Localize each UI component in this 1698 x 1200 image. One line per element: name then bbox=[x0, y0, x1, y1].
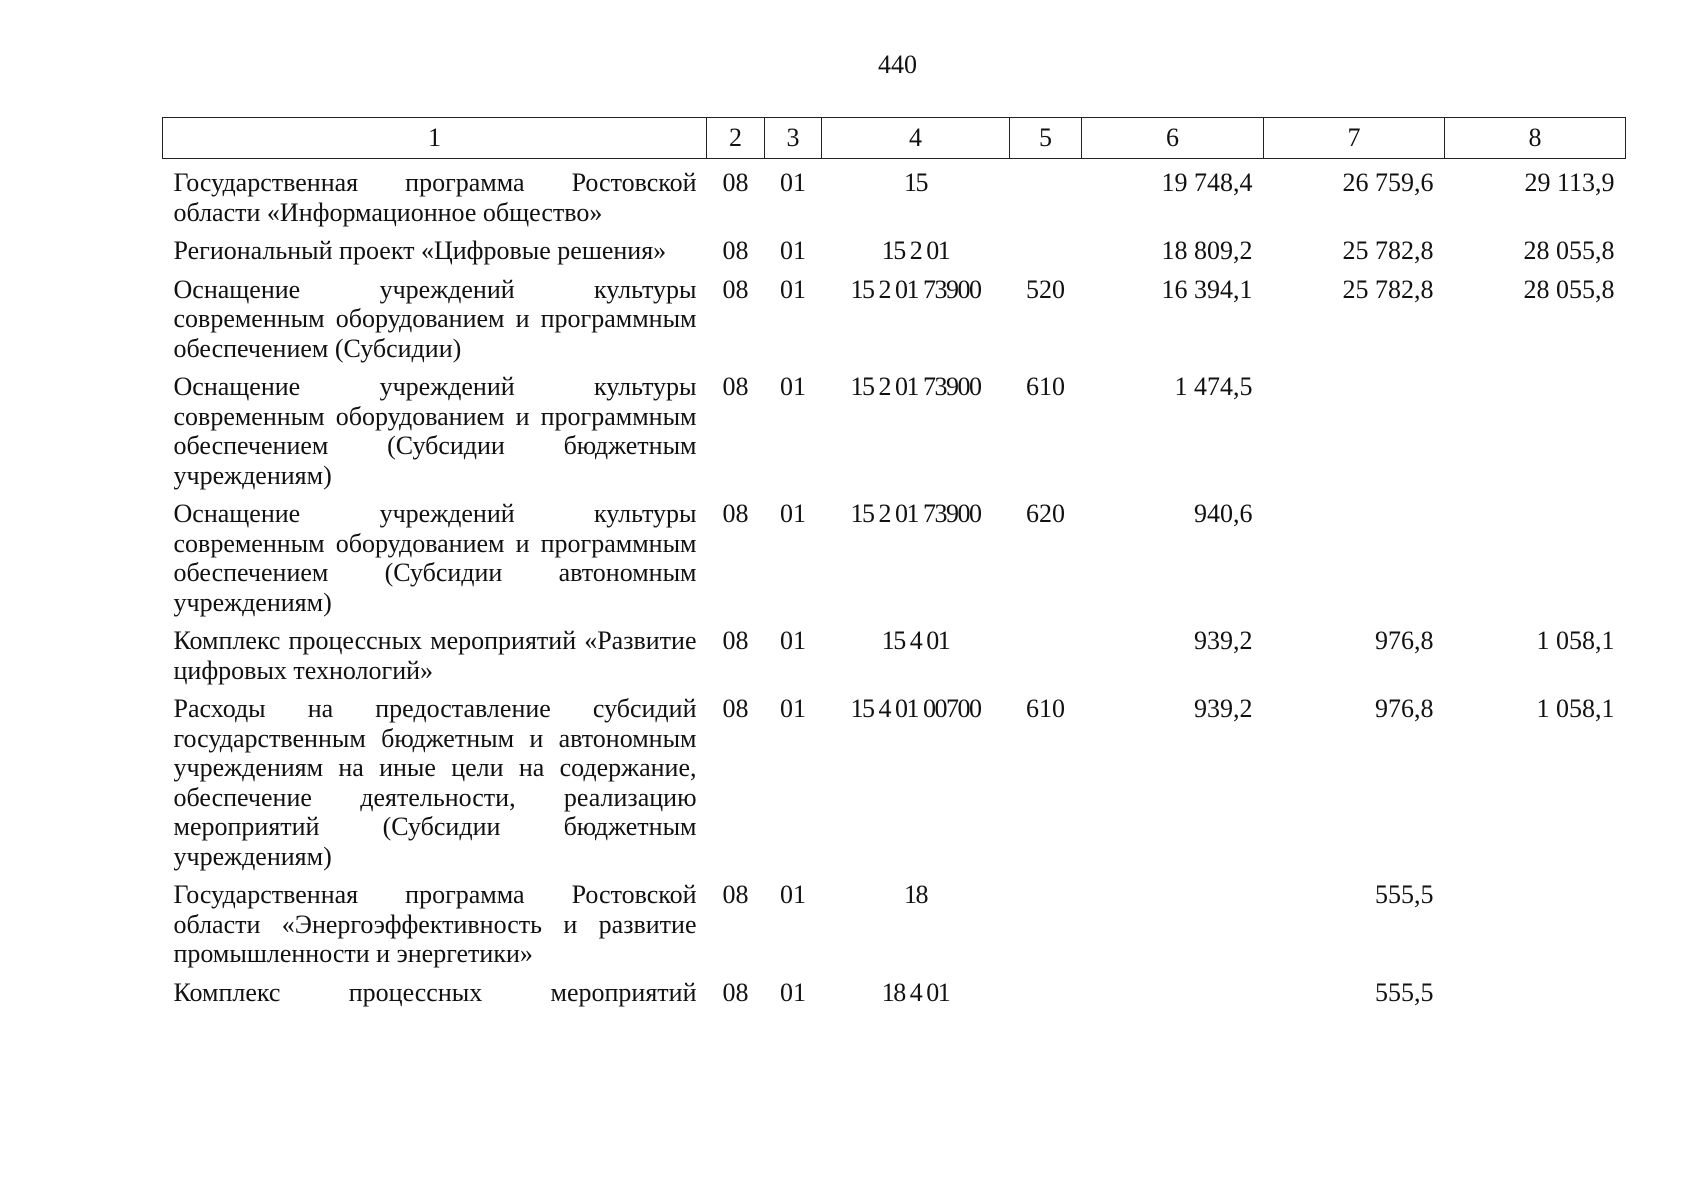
table-row bbox=[163, 363, 1626, 490]
row-section: 08 bbox=[722, 977, 749, 1007]
row-target-code: 18 bbox=[904, 880, 927, 909]
row-subsection: 01 bbox=[780, 372, 806, 401]
row-amount-col6: 19 748,4 bbox=[1161, 168, 1253, 197]
header-row bbox=[163, 118, 1626, 159]
table-row bbox=[163, 969, 1626, 1008]
row-subsection: 01 bbox=[780, 236, 806, 265]
row-target-code: 15 2 01 73900 bbox=[850, 499, 981, 528]
row-name: Государственная программа Ростовской области «Информационное общество» bbox=[173, 168, 697, 227]
row-expense-type bbox=[1010, 227, 1082, 266]
row-expense-type bbox=[1010, 871, 1082, 969]
row-amount-col8 bbox=[1445, 871, 1626, 969]
row-amount-col6: 16 394,1 bbox=[1161, 274, 1253, 304]
row-amount-col8 bbox=[1445, 363, 1626, 490]
row-subsection: 01 bbox=[780, 977, 806, 1007]
row-section: 08 bbox=[722, 694, 749, 723]
row-amount-col7: 25 782,8 bbox=[1342, 274, 1434, 304]
row-section: 08 bbox=[722, 168, 749, 197]
row-subsection: 01 bbox=[780, 694, 806, 723]
row-section: 08 bbox=[722, 274, 749, 304]
row-amount-col7 bbox=[1264, 490, 1445, 617]
row-target-code: 15 bbox=[904, 168, 927, 197]
budget-table bbox=[162, 117, 1626, 1007]
row-expense-type: 610 bbox=[1026, 372, 1065, 401]
row-section: 08 bbox=[722, 880, 749, 909]
row-amount-col8: 1 058,1 bbox=[1536, 694, 1615, 723]
row-subsection: 01 bbox=[780, 274, 806, 304]
column-header-7: 7 bbox=[1264, 118, 1445, 159]
row-expense-type: 610 bbox=[1026, 694, 1065, 723]
row-amount-col8: 28 055,8 bbox=[1523, 274, 1615, 304]
page-number: 440 bbox=[878, 50, 917, 79]
row-amount-col8: 1 058,1 bbox=[1536, 626, 1615, 655]
row-amount-col6 bbox=[1082, 969, 1264, 1008]
row-expense-type bbox=[1010, 159, 1082, 228]
row-subsection: 01 bbox=[780, 626, 806, 655]
row-target-code: 15 2 01 73900 bbox=[850, 372, 981, 401]
table-row bbox=[163, 685, 1626, 871]
table-row bbox=[163, 266, 1626, 364]
column-header-4: 4 bbox=[822, 118, 1010, 159]
row-section: 08 bbox=[722, 236, 749, 265]
row-amount-col7: 976,8 bbox=[1375, 626, 1434, 655]
row-amount-col7: 555,5 bbox=[1375, 977, 1434, 1007]
row-name: Расходы на предоставление субсидий государственным бюджетным и автономным учреждениям на иные цели на содержание, обеспечение деятельности, реализацию мероприятий (Субсидии бюджетным учреждениям) bbox=[173, 694, 697, 871]
row-amount-col6: 939,2 bbox=[1194, 626, 1253, 655]
row-name: Государственная программа Ростовской области «Энергоэффективность и развитие промышленности и энергетики» bbox=[173, 880, 697, 968]
row-section: 08 bbox=[722, 499, 749, 528]
row-amount-col6: 1 474,5 bbox=[1174, 372, 1253, 401]
row-amount-col6: 939,2 bbox=[1194, 694, 1253, 723]
table-row bbox=[163, 159, 1626, 228]
row-amount-col8 bbox=[1445, 969, 1626, 1008]
row-section: 08 bbox=[722, 626, 749, 655]
column-header-2: 2 bbox=[707, 118, 765, 159]
row-amount-col8 bbox=[1445, 490, 1626, 617]
row-expense-type bbox=[1010, 969, 1082, 1008]
column-header-3: 3 bbox=[765, 118, 822, 159]
row-amount-col7: 25 782,8 bbox=[1342, 236, 1434, 265]
row-amount-col7: 976,8 bbox=[1375, 694, 1434, 723]
column-header-1: 1 bbox=[163, 118, 707, 159]
row-name: Комплекс процессных мероприятий «Развитие цифровых технологий» bbox=[173, 626, 697, 685]
row-amount-col6 bbox=[1082, 871, 1264, 969]
row-subsection: 01 bbox=[780, 880, 806, 909]
row-target-code: 15 2 01 73900 bbox=[850, 274, 981, 304]
row-target-code: 15 4 01 bbox=[881, 626, 950, 655]
row-expense-type: 520 bbox=[1026, 274, 1065, 304]
table-row bbox=[163, 871, 1626, 969]
row-name: Региональный проект «Цифровые решения» bbox=[173, 236, 667, 265]
table-row bbox=[163, 490, 1626, 617]
row-target-code: 18 4 01 bbox=[881, 977, 950, 1007]
row-amount-col8: 29 113,9 bbox=[1524, 168, 1615, 197]
column-header-8: 8 bbox=[1445, 118, 1626, 159]
column-header-6: 6 bbox=[1082, 118, 1264, 159]
table-row bbox=[163, 227, 1626, 266]
row-amount-col8: 28 055,8 bbox=[1523, 236, 1615, 265]
row-target-code: 15 2 01 bbox=[881, 236, 950, 265]
row-amount-col7: 26 759,6 bbox=[1342, 168, 1434, 197]
row-amount-col6: 18 809,2 bbox=[1161, 236, 1253, 265]
column-header-5: 5 bbox=[1010, 118, 1082, 159]
row-name: Комплекс процессных мероприятий bbox=[173, 977, 697, 1007]
row-amount-col7: 555,5 bbox=[1375, 880, 1434, 909]
row-amount-col6: 940,6 bbox=[1194, 499, 1253, 528]
row-section: 08 bbox=[722, 372, 749, 401]
row-subsection: 01 bbox=[780, 168, 806, 197]
row-amount-col7 bbox=[1264, 363, 1445, 490]
row-target-code: 15 4 01 00700 bbox=[850, 694, 981, 723]
row-expense-type: 620 bbox=[1026, 499, 1065, 528]
row-name: Оснащение учреждений культуры современным оборудованием и программным обеспечением (Субсидии автономным учреждениям) bbox=[173, 499, 697, 617]
row-expense-type bbox=[1010, 617, 1082, 685]
row-name: Оснащение учреждений культуры современным оборудованием и программным обеспечением (Субсидии) bbox=[173, 274, 697, 363]
row-name: Оснащение учреждений культуры современным оборудованием и программным обеспечением (Субсидии бюджетным учреждениям) bbox=[173, 372, 697, 490]
table-row bbox=[163, 617, 1626, 685]
row-subsection: 01 bbox=[780, 499, 806, 528]
